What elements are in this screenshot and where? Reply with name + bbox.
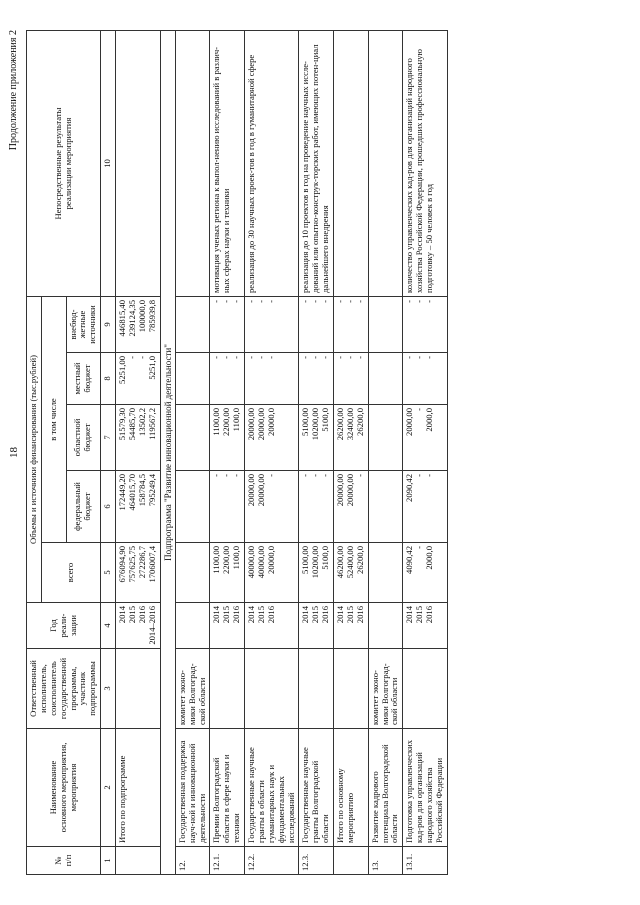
row-result (368, 31, 403, 297)
row-regional: 26200,00 32400,00 26200,0 (334, 405, 369, 471)
row-number: 12. (175, 847, 210, 875)
row-total (175, 543, 210, 603)
page-number: 18 (8, 447, 20, 458)
subprogram-title: Подпрограмма "Развитие инновационной деятельности" (160, 31, 175, 875)
row-result (116, 31, 161, 297)
table-row (245, 31, 299, 875)
header-name: Наименование основного мероприятия, мероприятия (27, 729, 101, 847)
row-regional (368, 405, 403, 471)
row-years (175, 603, 210, 649)
row-executor (299, 649, 334, 729)
row-regional: 1100,00 2200,00 1100,0 (210, 405, 245, 471)
row-number: 12.1. (210, 847, 245, 875)
column-index-row (101, 31, 116, 875)
row-local: 5251,00 - - 5251,0 (116, 353, 161, 405)
row-name: Развитие кадрового потенциала Волгоградской области (368, 729, 403, 847)
column-index: 9 (101, 297, 116, 353)
row-total: 40000,00 40000,00 20000,0 (245, 543, 299, 603)
row-years: 2014 2015 2016 (334, 603, 369, 649)
row-extra: 446815,40 239124,35 100000,0 785939,8 (116, 297, 161, 353)
row-result: реализация до 10 проектов в год на проведение научных иссле-дований или опытно-конструк-торских работ, имеющих потен-циал дальнейшего внедрения (299, 31, 334, 297)
row-local: - - - (299, 353, 334, 405)
table-row (368, 31, 403, 875)
row-local: - - - (334, 353, 369, 405)
row-number: 13. (368, 847, 403, 875)
header-executor: Ответственный исполнитель, соисполнитель государственной программы, участник подпрограммы (27, 649, 101, 729)
row-local: - - - (245, 353, 299, 405)
table-row (299, 31, 334, 875)
row-name: Государственные научные гранты в области гуманитарных наук и фундаментальных исследований (245, 729, 299, 847)
row-regional: 2000,00 - 2000,0 (403, 405, 448, 471)
column-index: 3 (101, 649, 116, 729)
header-federal: федеральный бюджет (66, 471, 101, 543)
row-result (334, 31, 369, 297)
row-number: 12.3. (299, 847, 334, 875)
row-number (116, 847, 161, 875)
row-executor (116, 649, 161, 729)
row-number: 13.1. (403, 847, 448, 875)
header-total: всего (41, 543, 100, 603)
row-regional: 51579,30 54485,70 13502,2 119567,2 (116, 405, 161, 471)
row-executor (210, 649, 245, 729)
table-row (175, 31, 210, 875)
row-regional: 5100,00 10200,00 5100,0 (299, 405, 334, 471)
row-number: 12.2. (245, 847, 299, 875)
row-total (368, 543, 403, 603)
row-name: Итого по основному мероприятию (334, 729, 369, 847)
funding-table (26, 30, 448, 875)
header-funding: Объемы и источники финансирования (тыс.рублей) (27, 297, 42, 603)
row-local: - - - (403, 353, 448, 405)
column-index: 10 (101, 31, 116, 297)
column-index: 7 (101, 405, 116, 471)
row-federal: 20000,00 20000,00 - (245, 471, 299, 543)
row-result: реализация до 30 научных проек-тов в год в гуманитарной сфере (245, 31, 299, 297)
header-year: Год реали- зации (27, 603, 101, 649)
row-extra: - - - (245, 297, 299, 353)
annex-caption: Продолжение приложения 2 (8, 30, 19, 151)
table-row (116, 31, 161, 875)
column-index: 5 (101, 543, 116, 603)
column-index: 1 (101, 847, 116, 875)
row-name: Премии Волгоградской области в сфере науки и техники (210, 729, 245, 847)
row-name: Итого по подпрограмме (116, 729, 161, 847)
row-years: 2014 2015 2016 (299, 603, 334, 649)
row-local (368, 353, 403, 405)
row-years (368, 603, 403, 649)
row-executor: комитет эконо-мики Волгоград-ской области (368, 649, 403, 729)
table-row (160, 31, 175, 875)
row-name: Государственная поддержка науч-ной и инновационной деятельности (175, 729, 210, 847)
header-local: местный бюджет (66, 353, 101, 405)
row-executor (245, 649, 299, 729)
header-incl: в том числе (41, 297, 66, 543)
row-total: 676094,90 757625,75 272286,7 1706007,4 (116, 543, 161, 603)
row-extra: - - - (210, 297, 245, 353)
row-number (334, 847, 369, 875)
row-total: 1100,00 2200,00 1100,0 (210, 543, 245, 603)
row-executor (403, 649, 448, 729)
row-result: количество управленческих кад-ров для организаций народного хозяйства Российской Федерации, прошедших профессиональную подготовку – 50 человек в год (403, 31, 448, 297)
row-federal: - - - (210, 471, 245, 543)
table-row (403, 31, 448, 875)
row-total: 46200,00 52400,00 26200,0 (334, 543, 369, 603)
header-no: № п/п (27, 847, 101, 875)
row-local (175, 353, 210, 405)
row-name: Государственные научные гранты Волгоградской области (299, 729, 334, 847)
row-result (175, 31, 210, 297)
row-local: - - - (210, 353, 245, 405)
row-federal: - - - (299, 471, 334, 543)
row-federal: 2090,42 - - (403, 471, 448, 543)
table-row (210, 31, 245, 875)
header-regional: областной бюджет (66, 405, 101, 471)
column-index: 8 (101, 353, 116, 405)
column-index: 6 (101, 471, 116, 543)
row-total: 4090,42 - 2000,0 (403, 543, 448, 603)
row-extra: - - - (403, 297, 448, 353)
row-years: 2014 2015 2016 (210, 603, 245, 649)
row-extra (368, 297, 403, 353)
row-federal: 172449,20 464015,70 158784,5 795249,4 (116, 471, 161, 543)
row-regional (175, 405, 210, 471)
row-total: 5100,00 10200,00 5100,0 (299, 543, 334, 603)
row-years: 2014 2015 2016 (403, 603, 448, 649)
table-row (334, 31, 369, 875)
column-index: 4 (101, 603, 116, 649)
row-federal: 20000,00 20000,00 - (334, 471, 369, 543)
row-result: мотивация ученых региона к выпол-нению исследований в различ-ных сферах науки и техники (210, 31, 245, 297)
row-extra: - - - (334, 297, 369, 353)
row-federal (368, 471, 403, 543)
row-executor: комитет эконо-мики Волгоград-ской области (175, 649, 210, 729)
row-extra: - - - (299, 297, 334, 353)
row-years: 2014 2015 2016 (245, 603, 299, 649)
row-regional: 20000,00 20000,00 20000,0 (245, 405, 299, 471)
table-body (116, 31, 448, 875)
row-name: Подготовка управленческих кад-ров для организаций народного хозяйства Российской Федерации (403, 729, 448, 847)
header-extra: внебюд- жетные источники (66, 297, 101, 353)
row-years: 2014 2015 2016 2014–2016 (116, 603, 161, 649)
header-result: Непосредственные результаты реализации мероприятия (27, 31, 101, 297)
column-index: 2 (101, 729, 116, 847)
row-federal (175, 471, 210, 543)
row-extra (175, 297, 210, 353)
row-executor (334, 649, 369, 729)
